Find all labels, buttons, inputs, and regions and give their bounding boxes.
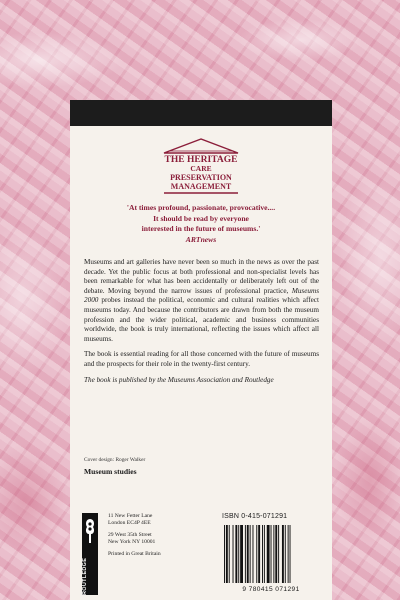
barcode-bar [229, 525, 230, 583]
quote-line-3: interested in the future of museums.' [141, 224, 261, 233]
barcode-bar [285, 525, 286, 583]
barcode-bar [288, 525, 289, 583]
barcode [222, 525, 320, 583]
back-cover-panel [70, 100, 332, 600]
blurb-paragraph-2: The book is essential reading for all those concerned with the future of museums and the prospects for their role in the twenty-first century. [84, 350, 319, 368]
quote-source: ARTnews [185, 234, 217, 244]
ean-number: 9 780415 071291 [242, 586, 300, 593]
barcode-bar [224, 525, 225, 583]
barcode-bar [247, 525, 249, 583]
routledge-mark-icon [84, 517, 96, 545]
top-black-band [70, 100, 332, 126]
barcode-bar [267, 525, 270, 583]
heritage-series-logo [160, 137, 242, 197]
address-line: 29 West 35th Street [108, 531, 152, 538]
barcode-bar [235, 525, 237, 583]
subject-category: Museum studies [84, 467, 137, 476]
routledge-logo [82, 513, 98, 595]
publisher-note: The book is published by the Museums Association and Routledge [84, 375, 274, 384]
barcode-bar [278, 525, 279, 583]
review-quote [70, 203, 332, 245]
address-line: New York NY 10001 [108, 539, 156, 546]
address-line: London EC4P 4EE [108, 520, 151, 527]
book-title-inline: Museums 2000 [84, 286, 319, 305]
publisher-address [108, 513, 198, 558]
blurb [84, 258, 319, 391]
imprint-area [70, 508, 332, 600]
barcode-bar [250, 525, 251, 583]
printed-in: Printed in Great Britain [108, 550, 161, 557]
isbn: ISBN 0-415-071291 [222, 513, 288, 520]
barcode-bar [275, 525, 277, 583]
logo-line-1: THE HERITAGE [164, 155, 238, 165]
blurb-paragraph-1 [84, 258, 319, 344]
barcode-bar [245, 525, 246, 583]
barcode-bar [238, 525, 239, 583]
barcode-bar [226, 525, 228, 583]
barcode-bar [258, 525, 260, 583]
logo-line-3: PRESERVATION [170, 173, 232, 182]
quote-line-2: It should be read by everyone [153, 213, 249, 223]
quote-line-1: 'At times profound, passionate, provocative.... [126, 203, 276, 212]
barcode-bar [233, 525, 234, 583]
barcode-bar [262, 525, 263, 583]
barcode-bar [282, 525, 284, 583]
barcode-bar [256, 525, 257, 583]
blurb-p1-text-b: probes instead the political, economic and cultural realities which affect museums today. And because the contributors are drawn from both the museum profession and the wider political, academic and business communities worldwide, the book is truly international, reflecting the issues which affect all museums. [84, 296, 319, 343]
logo-line-2: CARE [190, 164, 212, 173]
barcode-bar [253, 525, 254, 583]
address-line: 11 New Fetter Lane [108, 513, 153, 519]
cover-credit: Cover design: Roger Walker [84, 457, 146, 463]
barcode-bar [271, 525, 272, 583]
blurb-p1-text-a: Museums and art galleries have never been so much in the news as over the past decade. Yet the public focus at both professional and non-specialist levels has been remarkable for what has been accidentally or deliberately left out of the debate. Moving beyond the narrow issues of professional practice, [84, 258, 319, 295]
barcode-bar [264, 525, 265, 583]
barcode-bar [290, 525, 291, 583]
routledge-wordmark: ROUTLEDGE [82, 557, 88, 595]
barcode-bar [273, 525, 274, 583]
logo-line-4: MANAGEMENT [170, 182, 232, 191]
barcode-bar [240, 525, 243, 583]
